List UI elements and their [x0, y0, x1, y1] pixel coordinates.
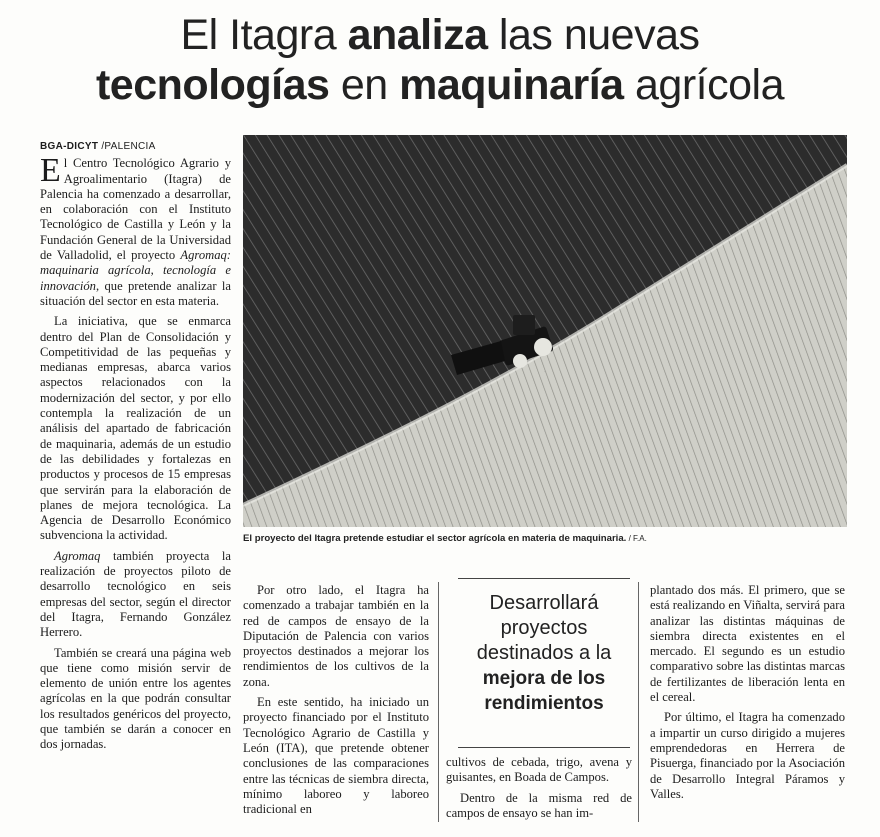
byline-place: /PALENCIA: [98, 141, 156, 152]
paragraph: Dentro de la misma red de campos de ensayo se han im-: [446, 790, 632, 820]
paragraph: plantado dos más. El primero, que se está realizando en Viñalta, servirá para analizar las distintas máquinas de siembra directa existentes en el mercado. El segundo es un estudio comparativo sobre las distintas marcas de fertilizantes de liberación lenta en el cereal.: [650, 583, 845, 705]
article-column-4: [650, 583, 845, 802]
pull-quote-text: Desarrollará proyectos destinados a la: [476, 592, 612, 664]
headline-line-1: [20, 10, 860, 60]
drop-cap: E: [40, 152, 61, 190]
headline-line-2: [20, 60, 860, 110]
headline-text: El Itagra: [180, 11, 348, 59]
tractor-field-photo: [243, 135, 847, 527]
paragraph: [40, 549, 231, 641]
paragraph-text: también proyecta la realización de proyectos piloto de desarrollo tecnológico en seis empresas del sector, según el director del Itagra, Fernando González Herrero.: [40, 548, 231, 640]
photo-credit: / F.A.: [626, 534, 647, 543]
column-divider: [638, 582, 639, 822]
pull-quote-bold-text: mejora de los rendimientos: [482, 668, 606, 714]
photo-graphic: [243, 135, 847, 527]
article-column-3: [446, 755, 632, 821]
headline-bold-text: tecnologías: [95, 61, 330, 109]
column-divider: [438, 582, 439, 822]
pull-quote: [458, 578, 630, 748]
headline: [20, 10, 860, 110]
headline-text: las nuevas: [487, 11, 700, 59]
paragraph-text: , que pretende analizar la situación del sector en esta materia.: [40, 278, 231, 308]
paragraph: También se creará una página web que tiene como misión servir de elemento de unión entre los agentes agrícolas en la que podrán consultar los resultados genéricos del proyecto, que también se darán a conocer en dos jornadas.: [40, 645, 231, 752]
paragraph: Por último, el Itagra ha comenzado a impartir un curso dirigido a mujeres emprendedoras en Herrera de Pisuerga, financiado por la Asociación de Desarrollo Integral Páramos y Valles.: [650, 710, 845, 801]
paragraph: La iniciativa, que se enmarca dentro del Plan de Consolidación y Competitividad de las pequeñas y medianas empresas, abarca varios aspectos relacionados con la modernización del sector, y por ello contempla la realización de un análisis del apartado de fabricación de maquinaria, además de un estudio de las debilidades y fortalezas en productos y procesos de 15 empresas que servirán para la elaboración de planes de mejora tecnológica. La Agencia de Desarrollo Económico subvenciona la actividad.: [40, 314, 231, 543]
headline-bold-text: maquinaría: [399, 61, 624, 109]
article-column-1: [40, 139, 231, 753]
byline-agency: BGA-DICYT: [40, 141, 99, 152]
headline-text: en: [329, 61, 400, 109]
paragraph: [40, 152, 231, 309]
article-column-2: [243, 583, 429, 817]
project-name: Agromaq: maquinaria agrícola, tecnología e innovación: [40, 248, 231, 293]
headline-bold-text: analiza: [347, 11, 488, 59]
paragraph: cultivos de cebada, trigo, avena y guisantes, en Boada de Campos.: [446, 755, 632, 785]
paragraph: Por otro lado, el Itagra ha comenzado a trabajar también en la red de campos de ensayo de la Diputación de Palencia con varios proyectos destinados a mejorar los rendimientos de los cultivos de la zona.: [243, 583, 429, 689]
paragraph: En este sentido, ha iniciado un proyecto financiado por el Instituto Tecnológico Agrario de Castilla y León (ITA), que pretende obtener conclusiones de las comparaciones entre las técnicas de siembra directa, mínimo laboreo y laboreo tradicional en: [243, 695, 429, 817]
paragraph-text: l Centro Tecnológico Agrario y Agroalimentario (Itagra) de Palencia ha comenzado a desarrollar, en colaboración con el Instituto Tecnológico de Castilla y León y la Fundación General de la Universidad de Valladolid, el proyecto: [40, 156, 231, 263]
headline-text: agrícola: [623, 61, 784, 109]
byline: [40, 139, 231, 154]
caption-text: El proyecto del Itagra pretende estudiar el sector agrícola en materia de maquinaria.: [243, 533, 627, 544]
project-name: Agromaq: [54, 548, 101, 563]
photo-caption: [243, 533, 863, 544]
